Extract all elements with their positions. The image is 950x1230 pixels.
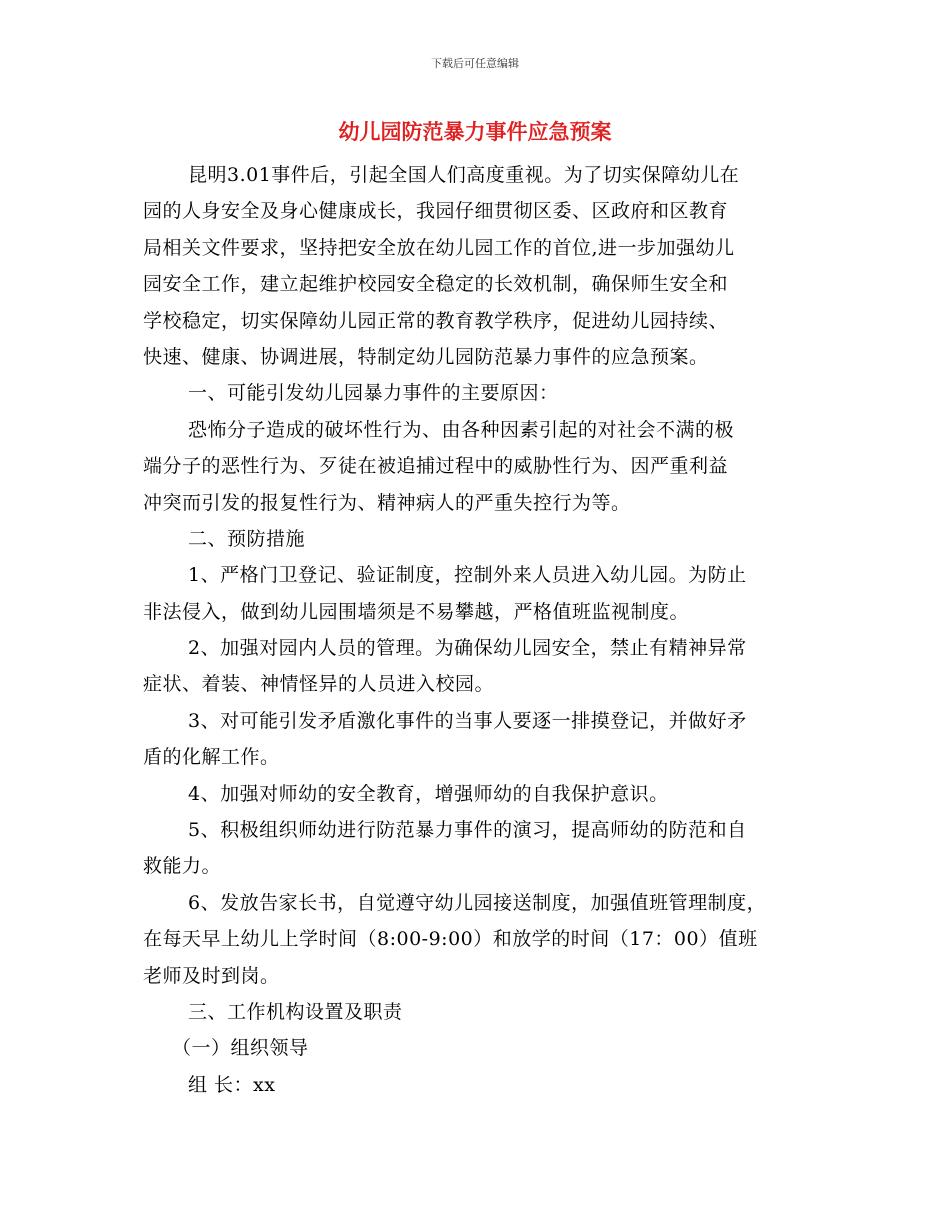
section-heading: 三、工作机构设置及职责 <box>188 1000 403 1023</box>
paragraph-line: 1、严格门卫登记、验证制度，控制外来人员进入幼儿园。为防止 <box>188 564 747 587</box>
section-heading: 一、可能引发幼儿园暴力事件的主要原因： <box>188 382 559 405</box>
paragraph-line: 园的人身安全及身心健康成长，我园仔细贯彻区委、区政府和区教育 <box>143 200 729 223</box>
section-heading: 二、预防措施 <box>188 527 306 550</box>
paragraph-line: 救能力。 <box>143 855 222 878</box>
document-title: 幼儿园防范暴力事件应急预案 <box>338 120 612 144</box>
paragraph-line: 局相关文件要求，坚持把安全放在幼儿园工作的首位,进一步加强幼儿 <box>143 236 735 259</box>
subsection-heading: （一）组织领导 <box>172 1037 309 1060</box>
paragraph-line: 非法侵入，做到幼儿园围墙须是不易攀越，严格值班监视制度。 <box>143 600 690 623</box>
paragraph-line: 组 长：xx <box>188 1073 276 1096</box>
paragraph-line: 昆明3.01事件后，引起全国人们高度重视。为了切实保障幼儿在 <box>188 164 740 186</box>
paragraph-line: 冲突而引发的报复性行为、精神病人的严重失控行为等。 <box>143 491 631 514</box>
paragraph-line: 5、积极组织师幼进行防范暴力事件的演习，提高师幼的防范和自 <box>188 819 747 842</box>
paragraph-line: 盾的化解工作。 <box>143 746 280 769</box>
paragraph-line: 3、对可能引发矛盾激化事件的当事人要逐一排摸登记，并做好矛 <box>188 709 747 732</box>
document-body <box>143 157 823 1103</box>
paragraph-line: 症状、着装、神情怪异的人员进入校园。 <box>143 673 495 696</box>
paragraph-line: 学校稳定，切实保障幼儿园正常的教育教学秩序，促进幼儿园持续、 <box>143 309 729 332</box>
paragraph-line: 恐怖分子造成的破坏性行为、由各种因素引起的对社会不满的极 <box>188 418 735 441</box>
paragraph-line: 2、加强对园内人员的管理。为确保幼儿园安全，禁止有精神异常 <box>188 637 747 660</box>
header-note: 下载后可任意编辑 <box>431 57 519 70</box>
paragraph-line: 端分子的恶性行为、歹徒在被追捕过程中的威胁性行为、因严重利益 <box>143 455 729 478</box>
paragraph-line: 园安全工作，建立起维护校园安全稳定的长效机制，确保师生安全和 <box>143 273 729 296</box>
paragraph-line: 6、发放告家长书，自觉遵守幼儿园接送制度，加强值班管理制度， <box>188 891 767 914</box>
paragraph-line: 快速、健康、协调进展，特制定幼儿园防范暴力事件的应急预案。 <box>143 345 709 368</box>
paragraph-line: 4、加强对师幼的安全教育，增强师幼的自我保护意识。 <box>188 782 669 805</box>
paragraph-line: 老师及时到岗。 <box>143 964 280 987</box>
paragraph-line: 在每天早上幼儿上学时间（8:00-9:00）和放学的时间（17：00）值班 <box>143 928 758 951</box>
